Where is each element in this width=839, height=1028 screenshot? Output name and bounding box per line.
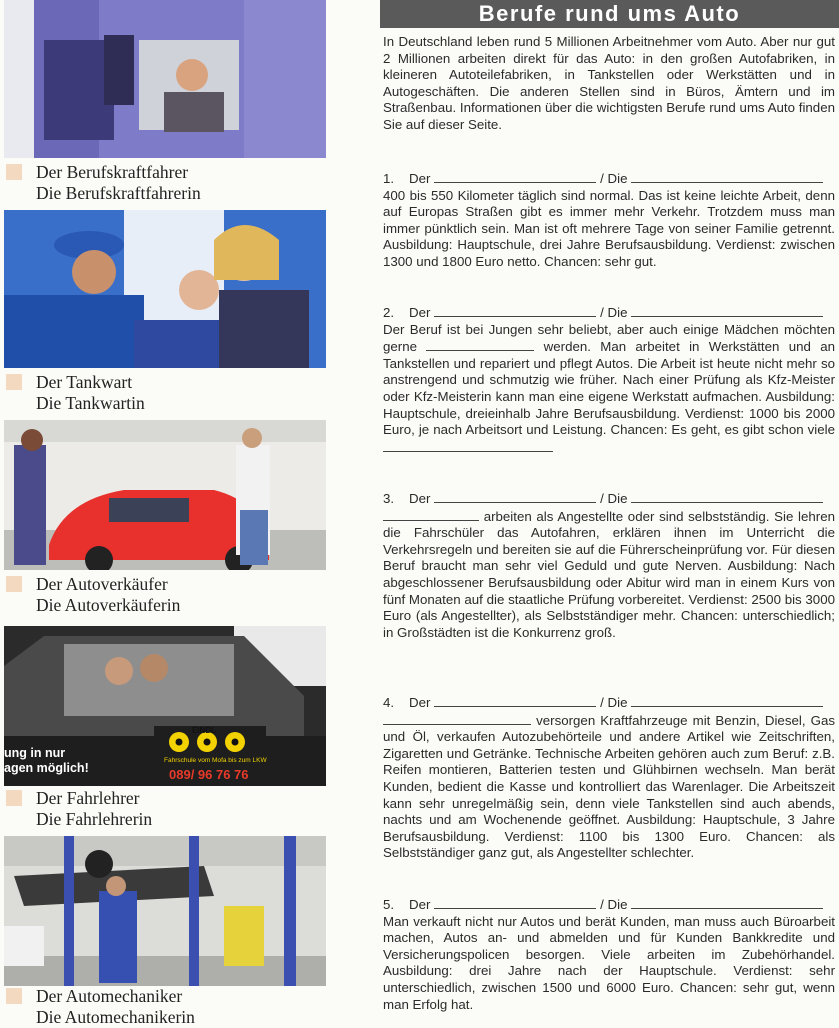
job-item-5 xyxy=(383,896,835,1013)
item-number: 2. xyxy=(383,305,395,320)
label-die: / Die xyxy=(600,171,628,186)
answer-blank-male[interactable] xyxy=(434,490,596,503)
item-text-part-2: werden. Man arbeitet in Werkstätten und an Tankstellen und repariert und pflegt Autos. Die Arbeit ist heute nicht mehr so anstrengend und schmutzig wie früher. Nach einer Prüfung als Kfz-Meister oder Kfz-Meisterin kann man eine eigene Werkstatt aufmachen. Ausbildung: Hauptschule, dreieinhalb Jahre Berufsausbildung. Verdienst: 1000 bis 2000 Euro, je nach Arbeitsort und Leistung. Chancen: Es geht, es gibt schon viele xyxy=(383,339,835,438)
caption-female: Die Fahrlehrerin xyxy=(36,809,153,829)
item-heading xyxy=(383,490,835,508)
job-item-1 xyxy=(383,170,835,271)
caption-male: Der Berufskraftfahrer xyxy=(36,162,189,182)
caption-male: Der Fahrlehrer xyxy=(36,788,140,808)
caption-female: Die Automechanikerin xyxy=(36,1007,195,1027)
item-text: Man verkauft nicht nur Autos und berät Kunden, man muss auch Büroarbeit machen, Autos an- und abmelden und für Kunden Bankkredite und Versicherungspolicen besorgen. Viele arbeiten im Zubehörhandel. Ausbildung: drei Jahre nach der Hauptschule. Verdienst: sehr unterschiedlich, zwischen 1500 und 6000 Euro. Chancen: sehr gut, wenn man Erfolg hat. xyxy=(383,913,835,1012)
item-number: 3. xyxy=(383,491,395,506)
answer-blank-female[interactable] xyxy=(631,170,823,183)
caption-male: Der Tankwart xyxy=(36,372,133,392)
item-heading xyxy=(383,170,835,188)
photo-car-salesman xyxy=(4,420,326,570)
item-text-body: versorgen Kraftfahrzeuge mit Benzin, Diesel, Gas und Öl, verkaufen Autozubehörteile und andere Artikel wie Zeitschriften, Zigaretten und Getränke. Technische Arbeiten gehören auch zum Beruf: z.B. Reifen montieren, Batterien testen und Glühbirnen wechseln. Man berät Kunden, bedient die Kasse und kontrolliert das Warenlager. Die Arbeitszeit kann sehr unregelmäßig sein, denn viele Tankstellen sind auch abends, nachts und am Wochenende geöffnet. Ausbildung: Hauptschule, 3 Jahre Berufsausbildung. Verdienst: 1100 bis 1300 Euro. Chancen: als Selbstständiger ganz gut, als Angestellter schlechter. xyxy=(383,712,835,861)
caption-marker xyxy=(6,988,22,1004)
caption-3 xyxy=(36,574,180,616)
item-text: 400 bis 550 Kilometer täglich sind normal. Das ist keine leichte Arbeit, denn auf Europas Straßen gibt es immer mehr Verkehr. Trotzdem muss man immer pünktlich sein. Man ist oft mehrere Tage von seiner Familie getrennt. Ausbildung: Hauptschule, drei Jahre Berufsausbildung. Verdienst: zwischen 1300 und 1800 Euro netto. Chancen: sehr gut. xyxy=(383,187,835,269)
item-text xyxy=(383,712,835,862)
answer-blank-male[interactable] xyxy=(434,170,596,183)
item-text xyxy=(383,508,835,642)
caption-male: Der Autoverkäufer xyxy=(36,574,168,594)
item-number: 4. xyxy=(383,695,395,710)
answer-blank-inline[interactable] xyxy=(383,712,531,725)
answer-blank-male[interactable] xyxy=(434,896,596,909)
answer-blank-female[interactable] xyxy=(631,304,823,317)
item-heading xyxy=(383,694,835,712)
caption-1 xyxy=(36,162,201,204)
item-heading xyxy=(383,896,835,914)
caption-2 xyxy=(36,372,145,414)
answer-blank-inline[interactable] xyxy=(383,439,553,452)
caption-marker xyxy=(6,790,22,806)
caption-female: Die Autoverkäuferin xyxy=(36,595,181,615)
label-der: Der xyxy=(409,491,431,506)
item-text xyxy=(383,322,835,457)
answer-blank-inline[interactable] xyxy=(383,508,479,521)
item-number: 1. xyxy=(383,171,395,186)
label-die: / Die xyxy=(600,897,628,912)
job-item-4 xyxy=(383,694,835,862)
job-item-2 xyxy=(383,304,835,456)
caption-female: Die Tankwartin xyxy=(36,393,145,413)
label-der: Der xyxy=(409,171,431,186)
car-sign-brand: EINDL xyxy=(192,726,216,735)
caption-marker xyxy=(6,374,22,390)
caption-5 xyxy=(36,986,195,1028)
answer-blank-female[interactable] xyxy=(631,694,823,707)
car-sign-phone: 089/ 96 76 76 xyxy=(169,767,249,782)
intro-paragraph: In Deutschland leben rund 5 Millionen Arbeitnehmer vom Auto. Aber nur gut 2 Millionen arbeiten direkt für das Auto: in den großen Autofabriken, in kleineren Autoteilefabriken, in Tankstellen oder Werkstätten und in Autogeschäften. Die anderen Stellen sind in Büros, Ämtern und im Straßenbau. Informationen über die wichtigsten Berufe rund ums Auto finden Sie auf dieser Seite. xyxy=(383,34,835,132)
car-sign-text-2: agen möglich! xyxy=(4,761,89,775)
photo-truck-driver xyxy=(4,0,326,158)
caption-marker xyxy=(6,164,22,180)
answer-blank-male[interactable] xyxy=(434,304,596,317)
answer-blank-female[interactable] xyxy=(631,896,823,909)
item-text-part-1: Der Beruf ist bei Jungen sehr beliebt, aber auch einige Mädchen möchten gerne xyxy=(383,321,835,355)
caption-male: Der Automechaniker xyxy=(36,986,183,1006)
label-die: / Die xyxy=(600,491,628,506)
car-sign-text-1: ung in nur xyxy=(4,746,66,760)
label-der: Der xyxy=(409,695,431,710)
photo-column xyxy=(0,0,330,1026)
item-number: 5. xyxy=(383,897,395,912)
page-title: Berufe rund ums Auto xyxy=(380,0,839,28)
caption-female: Die Berufskraftfahrerin xyxy=(36,183,201,203)
photo-gas-attendant xyxy=(4,210,326,368)
answer-blank-male[interactable] xyxy=(434,694,596,707)
answer-blank-female[interactable] xyxy=(631,490,823,503)
label-der: Der xyxy=(409,305,431,320)
caption-marker xyxy=(6,576,22,592)
photo-mechanic-workshop xyxy=(4,836,326,986)
car-sign-slogan: Fahrschule vom Mofa bis zum LKW xyxy=(164,757,267,764)
label-der: Der xyxy=(409,897,431,912)
label-die: / Die xyxy=(600,305,628,320)
label-die: / Die xyxy=(600,695,628,710)
item-heading xyxy=(383,304,835,322)
answer-blank-inline[interactable] xyxy=(426,338,534,351)
caption-4 xyxy=(36,788,152,830)
item-text-body: arbeiten als Angestellte oder sind selbstständig. Sie lehren die Fahrschüler das Autofahren, erklären ihnen im Unterricht die Verkehrsregeln und bereiten sie auf die Führerscheinprüfung vor. Für diesen Beruf braucht man sehr viel Geduld und gute Nerven. Ausbildung: Nach abgeschlossener Berufsausbildung oder Abitur wird man in einem Kurs von fünf Monaten auf die staatliche Prüfung vorbereitet. Verdienst: 2500 bis 3000 Euro (als Angestellter), als Selbstständiger mehr. Chancen: unterschiedlich; in Großstädten ist die Konkurrenz groß. xyxy=(383,508,835,640)
job-item-3 xyxy=(383,490,835,641)
photo-driving-school-car xyxy=(4,626,326,786)
